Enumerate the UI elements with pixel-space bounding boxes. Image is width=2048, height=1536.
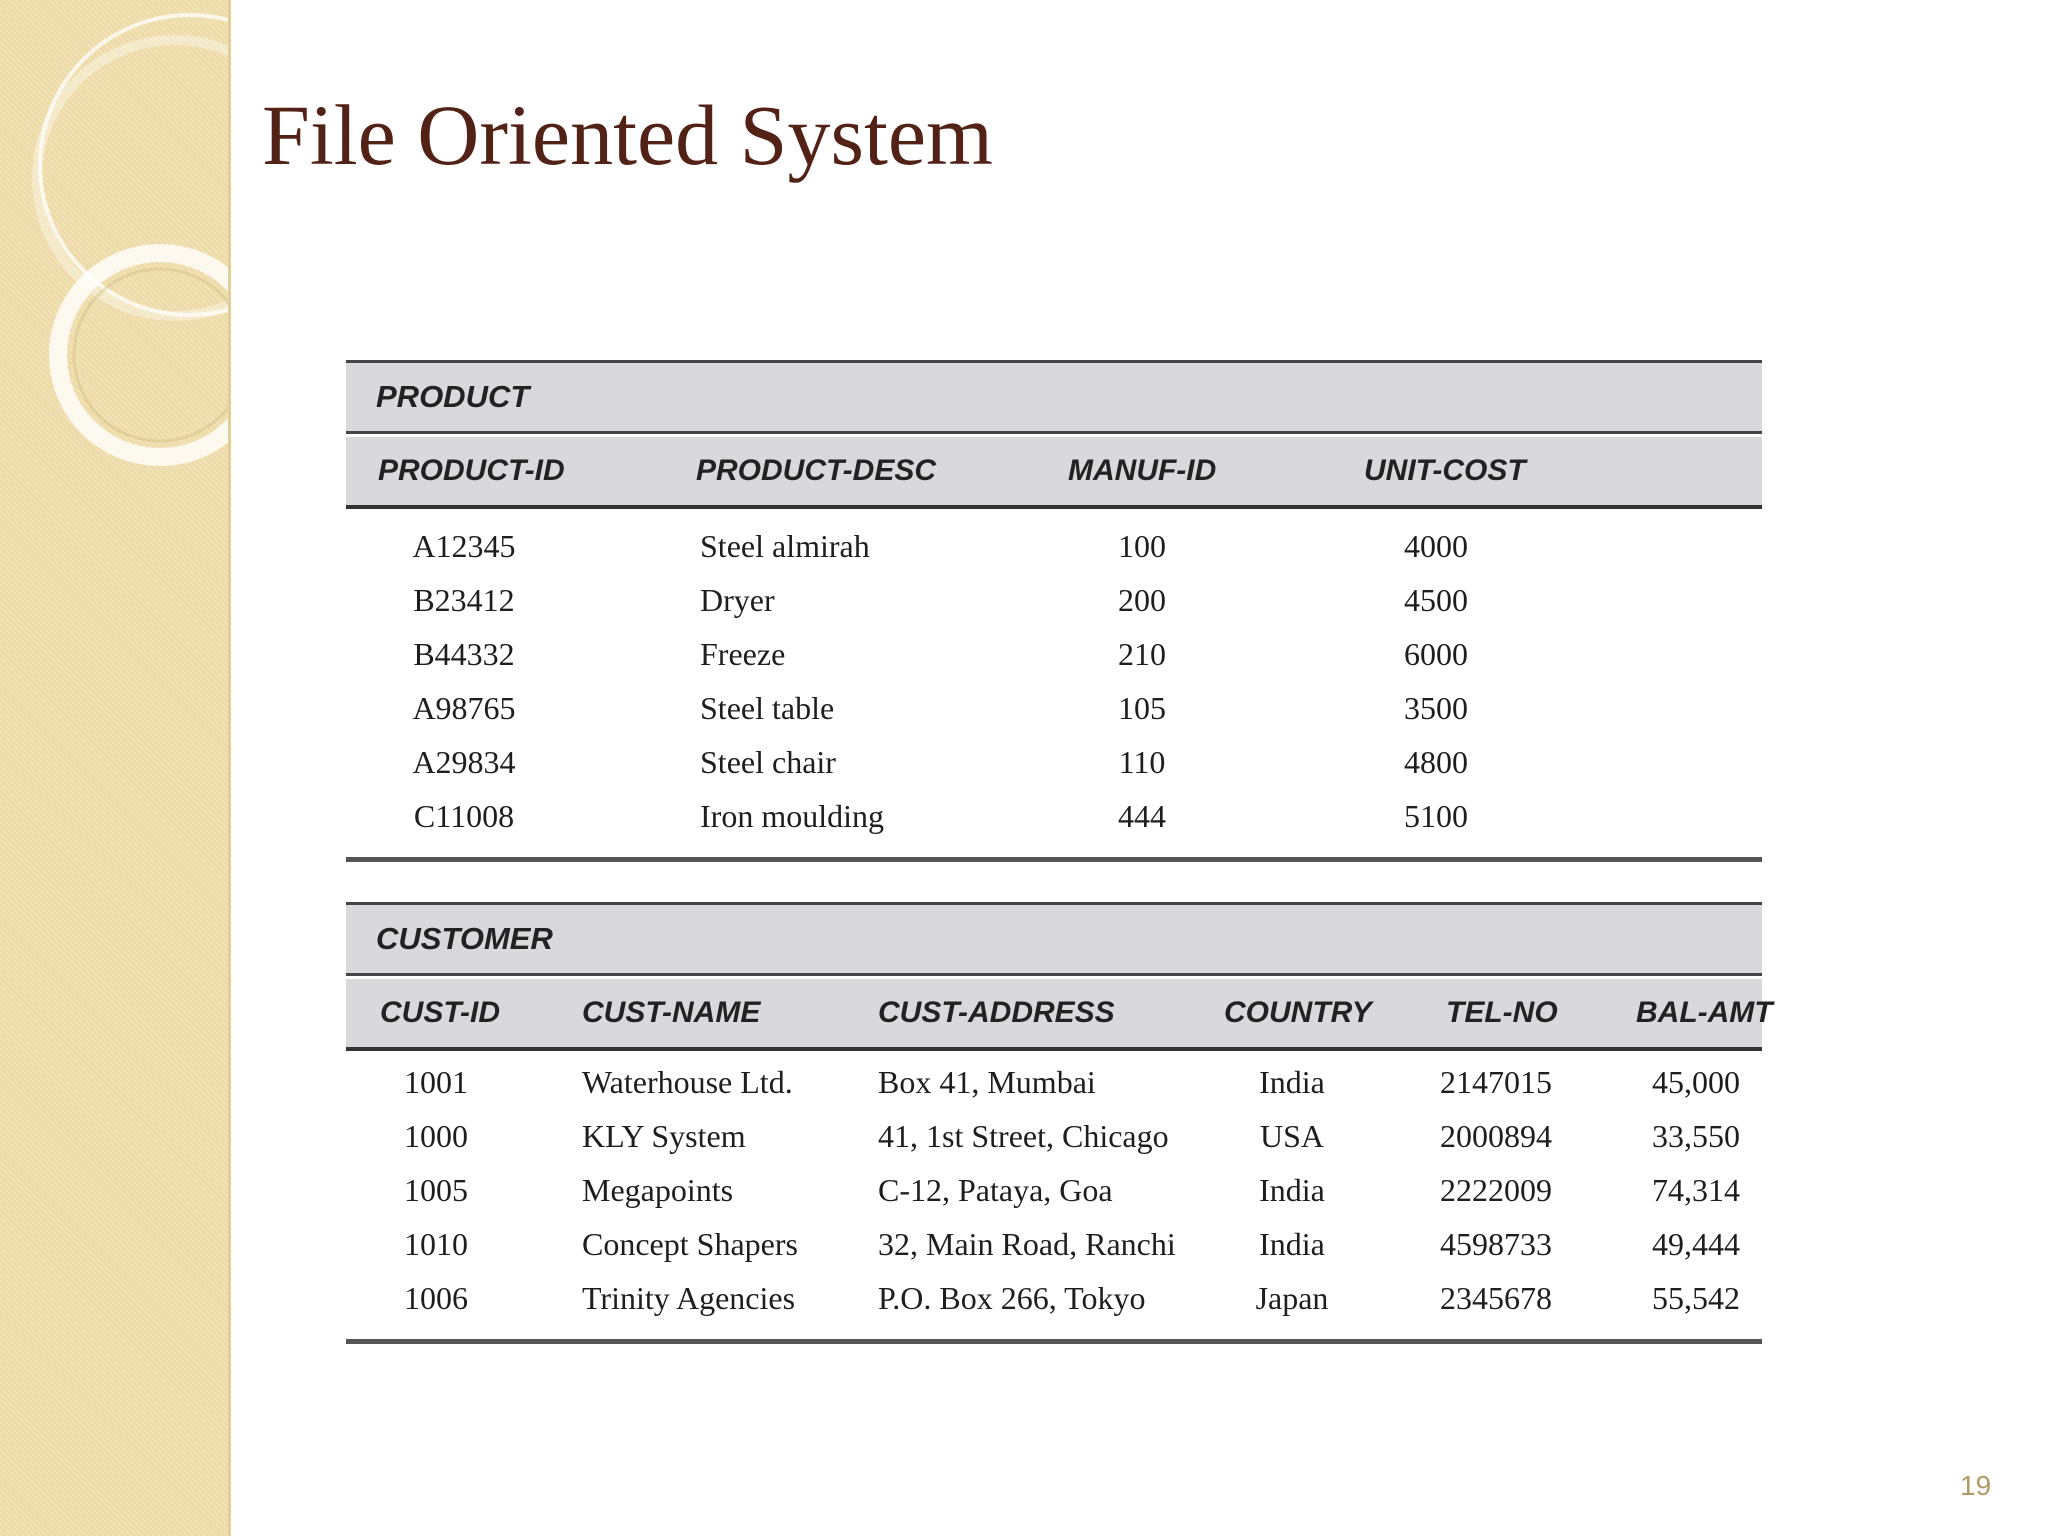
cust-address-cell: Box 41, Mumbai: [878, 1064, 1096, 1100]
table-row: [346, 789, 1762, 843]
unit-cost-cell: 3500: [1404, 690, 1468, 726]
unit-cost-cell: 5100: [1404, 798, 1468, 834]
product-table-header: [346, 437, 1762, 509]
country-cell: India: [1259, 1172, 1325, 1208]
cust-name-cell: Megapoints: [582, 1172, 734, 1208]
tel-no-cell: 2147015: [1440, 1064, 1552, 1100]
decorative-side-panel: [0, 0, 231, 1536]
header-manuf-id: MANUF-ID: [1068, 454, 1217, 487]
customer-table: [346, 902, 1773, 1344]
product-desc-cell: Steel table: [700, 690, 835, 726]
cust-address-cell: 32, Main Road, Ranchi: [878, 1226, 1176, 1262]
product-id-cell: A98765: [412, 690, 516, 726]
cust-id-cell: 1001: [404, 1064, 468, 1100]
table-row: [346, 735, 1762, 789]
cust-id-cell: 1006: [404, 1280, 468, 1316]
header-cust-name: CUST-NAME: [582, 996, 761, 1029]
table-row: [346, 627, 1762, 681]
cust-id-cell: 1005: [404, 1172, 468, 1208]
country-cell: India: [1259, 1064, 1325, 1100]
product-desc-cell: Steel chair: [700, 744, 836, 780]
product-table-caption: PRODUCT: [346, 360, 1762, 434]
decorative-rings-icon: [0, 0, 228, 1536]
unit-cost-cell: 6000: [1404, 636, 1468, 672]
header-cust-address: CUST-ADDRESS: [878, 996, 1115, 1029]
manuf-id-cell: 200: [1118, 582, 1166, 618]
cust-name-cell: Trinity Agencies: [582, 1280, 796, 1316]
header-bal-amt: BAL-AMT: [1636, 996, 1773, 1029]
header-country: COUNTRY: [1224, 996, 1372, 1029]
unit-cost-cell: 4500: [1404, 582, 1468, 618]
cust-address-cell: C-12, Pataya, Goa: [878, 1172, 1113, 1208]
header-product-id: PRODUCT-ID: [378, 454, 565, 487]
product-id-cell: A12345: [412, 528, 516, 564]
manuf-id-cell: 110: [1118, 744, 1166, 780]
bal-amt-cell: 33,550: [1652, 1118, 1740, 1154]
table-row: [346, 1271, 1762, 1325]
product-id-cell: A29834: [412, 744, 516, 780]
cust-name-cell: KLY System: [582, 1118, 746, 1154]
unit-cost-cell: 4000: [1404, 528, 1468, 564]
header-product-desc: PRODUCT-DESC: [696, 454, 937, 487]
table-row: [346, 573, 1762, 627]
country-cell: Japan: [1255, 1280, 1329, 1316]
table-row: [346, 519, 1762, 573]
product-table-body: [346, 509, 1762, 857]
tel-no-cell: 2345678: [1440, 1280, 1552, 1316]
country-cell: India: [1259, 1226, 1325, 1262]
tel-no-cell: 4598733: [1440, 1226, 1552, 1262]
bal-amt-cell: 74,314: [1652, 1172, 1740, 1208]
cust-id-cell: 1000: [404, 1118, 468, 1154]
table-row: [346, 1109, 1762, 1163]
manuf-id-cell: 444: [1118, 798, 1166, 834]
tel-no-cell: 2222009: [1440, 1172, 1552, 1208]
header-unit-cost: UNIT-COST: [1364, 454, 1526, 487]
tel-no-cell: 2000894: [1440, 1118, 1552, 1154]
header-tel-no: TEL-NO: [1446, 996, 1558, 1029]
cust-address-cell: 41, 1st Street, Chicago: [878, 1118, 1169, 1154]
cust-name-cell: Concept Shapers: [582, 1226, 798, 1262]
product-table-bottom-rule: [346, 857, 1762, 862]
country-cell: USA: [1259, 1118, 1325, 1154]
product-desc-cell: Iron moulding: [700, 798, 884, 834]
manuf-id-cell: 105: [1118, 690, 1166, 726]
table-row: [346, 1217, 1762, 1271]
bal-amt-cell: 49,444: [1652, 1226, 1740, 1262]
product-desc-cell: Dryer: [700, 582, 775, 618]
cust-address-cell: P.O. Box 266, Tokyo: [878, 1280, 1146, 1316]
bal-amt-cell: 45,000: [1652, 1064, 1740, 1100]
cust-id-cell: 1010: [404, 1226, 468, 1262]
product-id-cell: B23412: [413, 582, 515, 618]
bal-amt-cell: 55,542: [1652, 1280, 1740, 1316]
unit-cost-cell: 4800: [1404, 744, 1468, 780]
cust-name-cell: Waterhouse Ltd.: [582, 1064, 793, 1100]
customer-table-header: [346, 979, 1773, 1051]
product-desc-cell: Freeze: [700, 636, 786, 672]
product-table: [346, 360, 1762, 862]
table-row: [346, 681, 1762, 735]
header-cust-id: CUST-ID: [380, 996, 500, 1029]
table-row: [346, 1163, 1762, 1217]
table-row: [346, 1055, 1762, 1109]
manuf-id-cell: 210: [1118, 636, 1166, 672]
product-id-cell: C11008: [413, 798, 515, 834]
customer-table-caption: CUSTOMER: [346, 902, 1762, 976]
slide-title: File Oriented System: [262, 87, 993, 183]
customer-table-body: [346, 1051, 1762, 1339]
page-number: 19: [1960, 1470, 1992, 1501]
customer-table-bottom-rule: [346, 1339, 1762, 1344]
product-desc-cell: Steel almirah: [700, 528, 870, 564]
manuf-id-cell: 100: [1118, 528, 1166, 564]
product-id-cell: B44332: [413, 636, 515, 672]
